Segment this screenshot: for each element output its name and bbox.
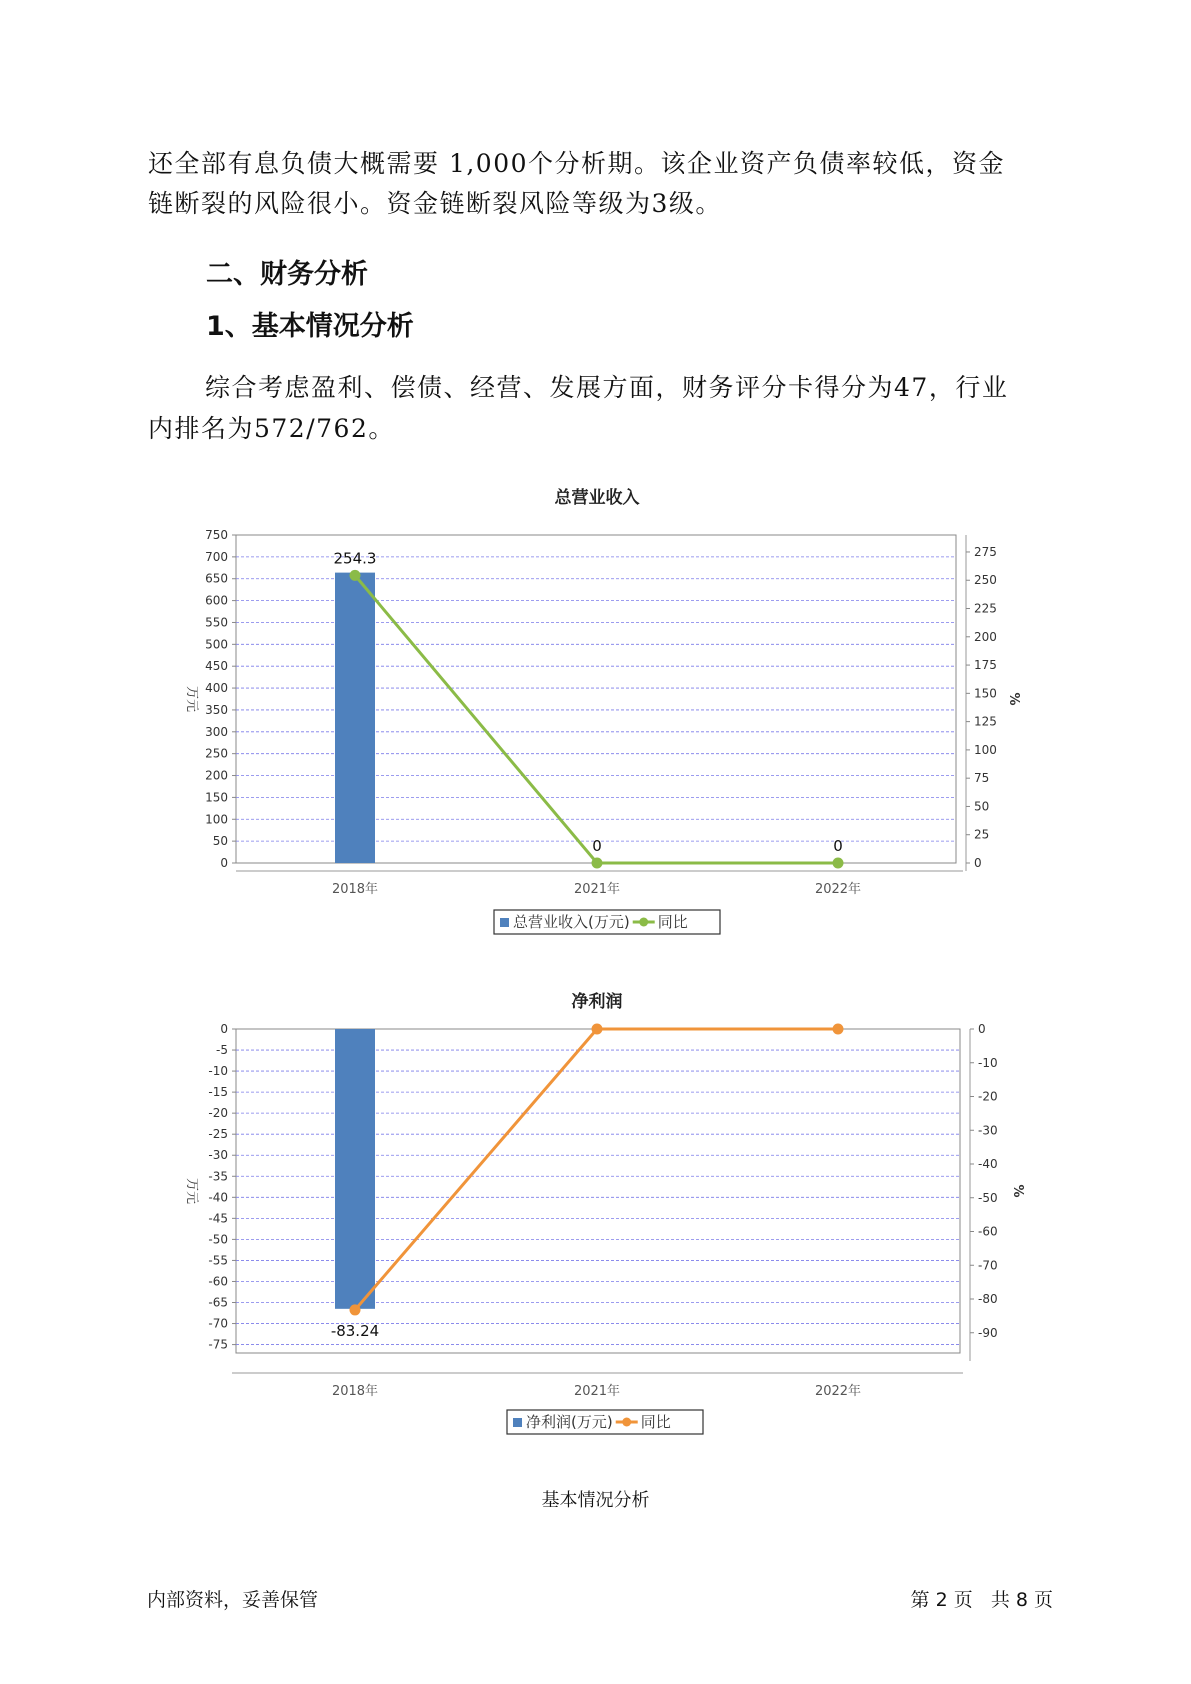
y-tick-label: -20 (208, 1106, 228, 1121)
y2-tick-label: 0 (978, 1022, 986, 1036)
y2-tick-label: -70 (978, 1258, 998, 1273)
y2-tick-label: 225 (974, 601, 997, 616)
y2-tick-label: 150 (974, 686, 997, 701)
y-tick-label: -10 (208, 1064, 228, 1079)
yoy-point (833, 1024, 844, 1035)
y2-tick-label: -30 (978, 1123, 998, 1138)
y-tick-label: -30 (208, 1148, 228, 1163)
data-label: 254.3 (333, 549, 377, 568)
y-tick-label: 500 (205, 637, 228, 652)
legend-bar-swatch (500, 918, 509, 927)
net-profit-chart (0, 975, 1191, 1435)
legend-bar-label: 总营业收入(万元) (513, 913, 630, 931)
y-tick-label: 350 (205, 702, 228, 717)
section-heading: 二、财务分析 (206, 259, 368, 290)
y-tick-label: -65 (208, 1295, 228, 1310)
y2-tick-label: 200 (974, 629, 997, 644)
paragraph-line: 链断裂的风险很小。资金链断裂风险等级为3级。 (148, 189, 722, 218)
data-label: 0 (592, 837, 602, 855)
y2-tick-label: -60 (978, 1224, 998, 1239)
chart-title: 净利润 (571, 992, 623, 1012)
y-tick-label: -45 (208, 1211, 228, 1226)
y-tick-label: 400 (205, 681, 228, 696)
y2-tick-label: 75 (974, 771, 990, 786)
y-tick-label: 0 (220, 856, 228, 870)
y-tick-label: 550 (205, 615, 228, 630)
y2-tick-label: 25 (974, 827, 990, 842)
y-tick-label: 150 (205, 790, 228, 805)
x-tick-label: 2022年 (814, 1384, 862, 1399)
footer-page-number: 第 2 页 共 8 页 (910, 1589, 1053, 1611)
yoy-line (355, 575, 838, 863)
yoy-point (833, 858, 844, 869)
y-tick-label: -40 (208, 1190, 228, 1205)
y2-tick-label: -90 (978, 1325, 998, 1340)
legend-line-marker (622, 1418, 631, 1427)
y-tick-label: 600 (205, 593, 228, 608)
y2-tick-label: -80 (978, 1292, 998, 1306)
y2-tick-label: 175 (974, 658, 997, 673)
y-tick-label: -60 (208, 1274, 228, 1289)
y-tick-label: -25 (208, 1127, 228, 1142)
y2-tick-label: -10 (978, 1055, 998, 1070)
y-axis-label: 万元 (184, 685, 199, 713)
y-tick-label: 700 (205, 549, 228, 564)
y2-tick-label: -50 (978, 1190, 998, 1205)
legend-bar-swatch (513, 1418, 522, 1427)
y-axis-label: 万元 (184, 1177, 199, 1205)
yoy-point (350, 1304, 361, 1315)
bar (335, 1029, 375, 1309)
yoy-point (592, 858, 603, 869)
y-tick-label: -70 (208, 1316, 228, 1331)
data-label: 0 (833, 837, 843, 855)
y-tick-label: 200 (205, 768, 228, 783)
legend-line-label: 同比 (640, 1413, 671, 1431)
y-tick-label: 0 (220, 1022, 228, 1036)
x-tick-label: 2022年 (814, 882, 862, 897)
y2-tick-label: 100 (974, 742, 997, 757)
y-tick-label: -55 (208, 1253, 228, 1268)
y-tick-label: -15 (208, 1085, 228, 1100)
y2-tick-label: 250 (974, 573, 997, 588)
chart-title: 总营业收入 (554, 488, 640, 508)
subsection-heading: 1、基本情况分析 (206, 311, 414, 342)
y2-tick-label: 0 (974, 856, 982, 870)
footer-confidential: 内部资料，妥善保管 (147, 1589, 319, 1611)
y2-axis-label: % (1010, 1184, 1025, 1198)
paragraph-line: 还全部有息负债大概需要 1,000个分析期。该企业资产负债率较低，资金 (148, 149, 1006, 178)
y-tick-label: -35 (208, 1169, 228, 1184)
y-tick-label: -50 (208, 1232, 228, 1247)
y-tick-label: 100 (205, 812, 228, 827)
y2-tick-label: 50 (974, 799, 990, 814)
bar (335, 573, 375, 863)
yoy-point (592, 1024, 603, 1035)
paragraph-line: 内排名为572/762。 (148, 414, 395, 443)
y2-axis-label: % (1006, 692, 1021, 706)
legend-bar-label: 净利润(万元) (526, 1413, 613, 1431)
y-tick-label: 650 (205, 571, 228, 586)
y-tick-label: 250 (205, 746, 228, 761)
y-tick-label: 750 (205, 528, 228, 542)
figure-caption: 基本情况分析 (541, 1490, 650, 1511)
yoy-point (350, 570, 361, 581)
x-tick-label: 2021年 (573, 882, 621, 897)
y2-tick-label: 125 (974, 714, 997, 729)
y-tick-label: 50 (212, 834, 228, 849)
y-tick-label: -5 (216, 1043, 228, 1058)
y2-tick-label: -20 (978, 1089, 998, 1104)
x-tick-label: 2018年 (331, 882, 379, 897)
y2-tick-label: 275 (974, 544, 997, 559)
legend-line-label: 同比 (657, 913, 688, 931)
y-tick-label: -75 (208, 1337, 228, 1352)
y-tick-label: 450 (205, 659, 228, 674)
y2-tick-label: -40 (978, 1157, 998, 1171)
legend-line-marker (639, 918, 648, 927)
paragraph-line: 综合考虑盈利、偿债、经营、发展方面，财务评分卡得分为47，行业 (205, 373, 1009, 402)
x-tick-label: 2021年 (573, 1384, 621, 1399)
revenue-chart (0, 478, 1191, 938)
x-tick-label: 2018年 (331, 1384, 379, 1399)
data-label: -83.24 (330, 1321, 380, 1340)
y-tick-label: 300 (205, 724, 228, 739)
